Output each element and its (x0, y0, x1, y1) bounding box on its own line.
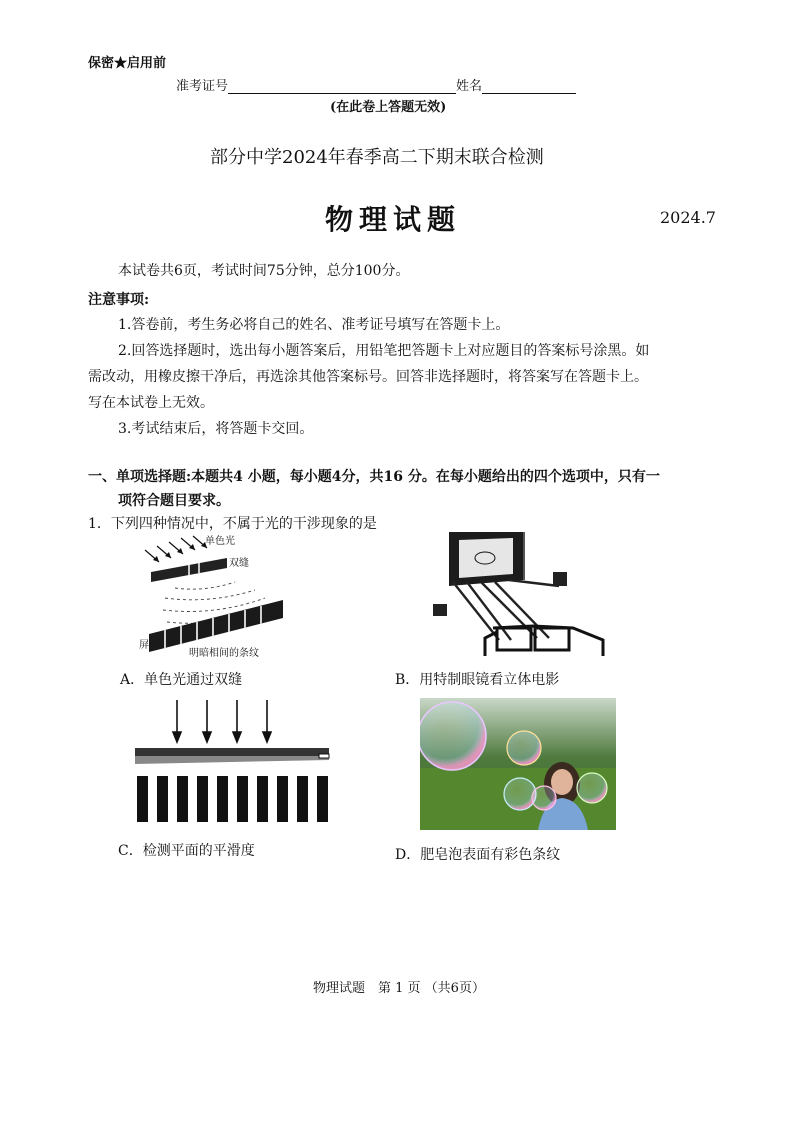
air-wedge-diagram (133, 698, 335, 822)
name-field[interactable] (482, 79, 576, 94)
section-heading-line1: 一、单项选择题:本题共4 小题，每小题4分，共16 分。在每小题给出的四个选项中，只有一 (88, 469, 660, 485)
page-title: 物理试题 (325, 203, 462, 236)
option-b: B．用特制眼镜看立体电影 (395, 672, 560, 688)
exam-info: 本试卷共6页，考试时间75分钟，总分100分。 (118, 263, 410, 279)
option-c: C．检测平面的平滑度 (118, 843, 255, 859)
exam-date: 2024.7 (660, 208, 716, 227)
figure-b-3d-glasses (413, 528, 613, 660)
notes-list (88, 312, 716, 442)
projector-right (553, 572, 567, 586)
incident-arrows (173, 700, 271, 742)
projector-left (433, 604, 447, 616)
label-screen: 屏 (139, 640, 149, 651)
bubble (504, 778, 536, 810)
bubble (532, 786, 556, 810)
page-footer: 物理试题 第 1 页 （共6页） (313, 981, 485, 996)
name-label: 姓名 (456, 79, 483, 94)
label-double-slit: 双缝 (229, 558, 249, 569)
note-2-line2: 需改动，用橡皮擦干净后，再选涂其他答案标号。回答非选择题时，将答案写在答题卡上。 (88, 369, 648, 385)
section-heading-line2: 项符合题目要求。 (118, 493, 230, 509)
figure-d-soap-bubbles (420, 698, 616, 830)
invalid-note: (在此卷上答题无效) (330, 100, 447, 115)
light-arrows (145, 536, 207, 562)
id-field[interactable] (228, 79, 456, 94)
option-d: D．肥皂泡表面有彩色条纹 (395, 847, 561, 863)
note-2-line3: 写在本试卷上无效。 (88, 395, 214, 411)
stereo-glasses-diagram (413, 528, 613, 660)
label-monochromatic-light: 单色光 (205, 536, 235, 547)
test-plate (135, 748, 329, 756)
soap-bubbles-photo (420, 698, 616, 830)
candidate-fields (176, 75, 576, 94)
figure-c-flatness-test (133, 698, 335, 822)
bubble (577, 773, 607, 803)
question-1-stem: 1．下列四种情况中，不属于光的干涉现象的是 (88, 516, 377, 532)
air-wedge (135, 756, 329, 764)
exam-subtitle: 部分中学2024年春季高二下期末联合检测 (210, 147, 544, 168)
option-a: A．单色光通过双缝 (120, 672, 243, 688)
note-2-line1: 2.回答选择题时，选出每小题答案后，用铅笔把答题卡上对应题目的答案标号涂黑。如 (118, 343, 650, 359)
notes-heading: 注意事项: (88, 292, 150, 308)
bubble (420, 702, 486, 770)
confidential-mark: 保密★启用前 (88, 56, 167, 71)
light-beams (453, 580, 559, 640)
bubble (507, 731, 541, 765)
figure-a-double-slit (135, 532, 295, 660)
id-label: 准考证号 (176, 79, 229, 94)
label-fringes: 明暗相间的条纹 (189, 648, 259, 659)
note-3: 3.考试结束后，将答题卡交回。 (118, 421, 314, 437)
interference-fringes (137, 776, 328, 822)
note-1: 1.答卷前，考生务必将自己的姓名、准考证号填写在答题卡上。 (118, 317, 510, 333)
double-slit-diagram (135, 532, 295, 660)
